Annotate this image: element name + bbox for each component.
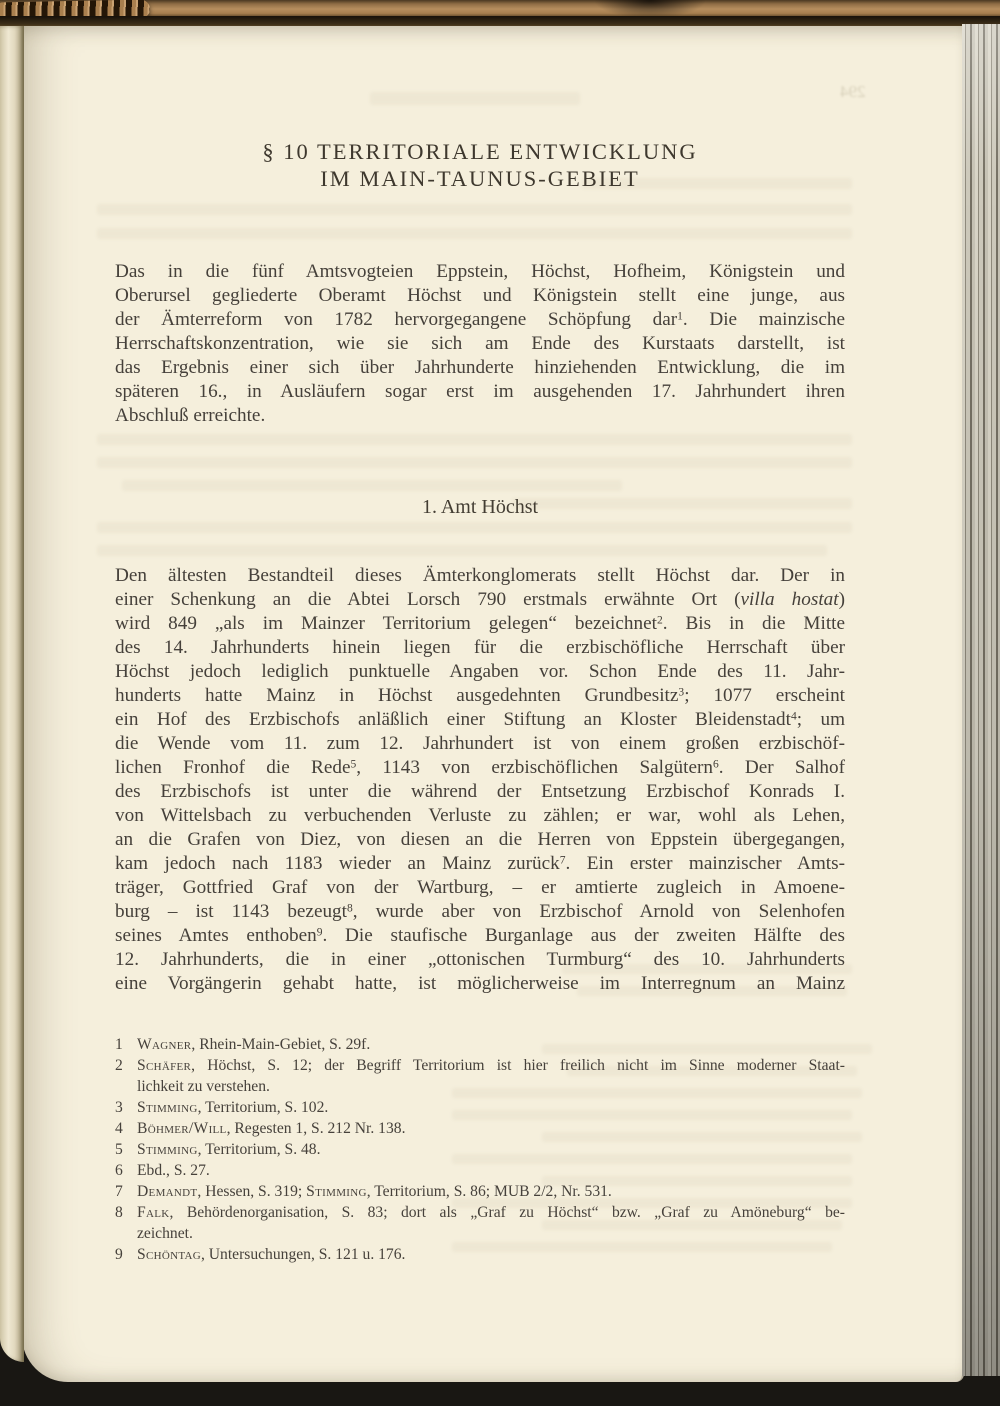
- text-line: Das in die fünf Amtsvogteien Eppstein, Höchst, Hofheim, Königstein und: [115, 261, 845, 282]
- footnotes: [115, 1034, 845, 1265]
- footnote-marker: 2: [656, 614, 663, 627]
- footnote-marker: 8: [346, 902, 353, 915]
- footnote-line: 4 Böhmer/Will, Regesten 1, S. 212 Nr. 138.: [115, 1120, 406, 1137]
- text-line: Höchst jedoch lediglich punktuelle Angaben vor. Schon Ende des 11. Jahr-: [115, 661, 845, 682]
- footnote-marker: 3: [678, 686, 685, 699]
- bleed-through-artifact: [97, 457, 852, 468]
- bleed-through-artifact: [122, 480, 622, 491]
- footnote-marker: 9: [316, 926, 323, 939]
- footnote-line: 3 Stimming, Territorium, S. 102.: [115, 1099, 329, 1116]
- text-line: Den ältesten Bestandteil dieses Ämterkonglomerats stellt Höchst dar. Der in: [115, 565, 845, 586]
- footnote-marker: 4: [790, 710, 797, 723]
- footnote-number: 1: [115, 1036, 123, 1053]
- text-line: hunderts hatte Mainz in Höchst ausgedehnten Grundbesitz$^3$; 1077 erscheint: [115, 685, 845, 706]
- footnote-line: lichkeit zu verstehen.: [137, 1078, 270, 1095]
- footnote-line: 5 Stimming, Territorium, S. 48.: [115, 1141, 321, 1158]
- footnote-number: 6: [115, 1162, 123, 1179]
- footnote-number: 2: [115, 1057, 123, 1074]
- footnote-number: 5: [115, 1141, 123, 1158]
- text-line: lichen Fronhof die Rede$^5$, 1143 von erzbischöflichen Salgütern$^6$. Der Salhof: [115, 757, 845, 778]
- text-line: späteren 16., in Ausläufern sogar erst im ausgehenden 17. Jahrhundert ihren: [115, 381, 845, 402]
- bleed-through-artifact: [97, 204, 852, 215]
- fore-edge-right: [962, 24, 1000, 1376]
- footnote-marker: 1: [677, 310, 683, 323]
- footnote-line: 7 Demandt, Hessen, S. 319; Stimming, Territorium, S. 86; MUB 2/2, Nr. 531.: [115, 1183, 612, 1200]
- text-line: einer Schenkung an die Abtei Lorsch 790 erstmals erwähnte Ort (villa hostat): [115, 589, 845, 610]
- footnote-number: 3: [115, 1099, 123, 1116]
- page-title-line-2: IM MAIN-TAUNUS-GEBIET: [320, 166, 640, 191]
- footnote-line: 9 Schöntag, Untersuchungen, S. 121 u. 176.: [115, 1246, 406, 1263]
- footnote-marker: 6: [712, 758, 719, 771]
- text-line: die Wende vom 11. zum 12. Jahrhundert ist von einem großen erzbischöf-: [115, 733, 845, 754]
- text-line: ein Hof des Erzbischofs anläßlich einer Stiftung an Kloster Bleidenstadt$^4$; um: [115, 709, 845, 730]
- footnote-line: 1 Wagner, Rhein-Main-Gebiet, S. 29f.: [115, 1036, 371, 1053]
- text-line: des 14. Jahrhunderts hinein liegen für die erzbischöfliche Herrschaft über: [115, 637, 845, 658]
- book-page: [22, 26, 964, 1382]
- text-line: träger, Gottfried Graf von der Wartburg, – er amtierte zugleich in Amoene-: [115, 877, 845, 898]
- footnote-number: 8: [115, 1204, 123, 1221]
- text-line: 12. Jahrhunderts, die in einer „ottonischen Turmburg“ des 10. Jahrhunderts: [115, 949, 845, 970]
- paragraph-intro: [115, 260, 845, 428]
- text-line: eine Vorgängerin gehabt hatte, ist möglicherweise im Interregnum an Mainz: [115, 973, 845, 994]
- footnote-number: 7: [115, 1183, 123, 1200]
- footnote-line: zeichnet.: [137, 1225, 193, 1242]
- text-line: burg – ist 1143 bezeugt$^8$, wurde aber von Erzbischof Arnold von Selenhofen: [115, 901, 845, 922]
- page-title-line-1: § 10 TERRITORIALE ENTWICKLUNG: [262, 139, 698, 164]
- text-line: das Ergebnis einer sich über Jahrhunderte hinziehenden Entwicklung, die im: [115, 357, 845, 378]
- bleed-through-artifact: [97, 434, 852, 445]
- section-heading: 1. Amt Höchst: [421, 496, 539, 518]
- bleed-through-artifact: [370, 92, 580, 105]
- text-line: wird 849 „als im Mainzer Territorium gelegen“ bezeichnet$^2$. Bis in die Mitte: [115, 613, 845, 634]
- footnote-line: 6 Ebd., S. 27.: [115, 1162, 210, 1179]
- footnote-line: 8 Falk, Behördenorganisation, S. 83; dort als „Graf zu Höchst“ bzw. „Graf zu Amöneburg“ be-: [115, 1204, 845, 1221]
- text-line: an die Grafen von Diez, von diesen an die Herren von Eppstein übergegangen,: [115, 829, 845, 850]
- bleed-through-artifact: [97, 545, 827, 556]
- footnote-number: 9: [115, 1246, 123, 1263]
- text-line: von Wittelsbach zu verbuchenden Verluste zu zählen; er war, wohl als Lehen,: [115, 805, 845, 826]
- text-line: Abschluß erreichte.: [115, 405, 266, 426]
- text-line: kam jedoch nach 1183 wieder an Mainz zurück$^7$. Ein erster mainzischer Amts-: [115, 853, 845, 874]
- text-line: des Erzbischofs ist unter die während der Entsetzung Erzbischof Konrads I.: [115, 781, 845, 802]
- footnote-marker: 5: [350, 758, 357, 771]
- bleed-through-artifact: [97, 228, 852, 239]
- page-stack-left: [0, 26, 24, 1362]
- footnote-number: 4: [115, 1120, 123, 1137]
- bleed-through-artifact: [97, 522, 852, 533]
- text-line: der Ämterreform von 1782 hervorgegangene Schöpfung dar$^1$. Die mainzische: [115, 309, 845, 330]
- footnote-marker: 7: [559, 854, 566, 867]
- footnote-line: 2 Schäfer, Höchst, S. 12; der Begriff Territorium ist hier freilich nicht im Sinne moderner Staat-: [115, 1057, 845, 1074]
- text-line: Oberursel gegliederte Oberamt Höchst und Königstein stellt eine junge, aus: [115, 285, 845, 306]
- text-line: Herrschaftskonzentration, wie sie sich am Ende des Kurstaats darstellt, ist: [115, 333, 845, 354]
- paragraph-amt-hoechst: [115, 564, 845, 996]
- text-line: seines Amtes enthoben$^9$. Die staufische Burganlage aus der zweiten Hälfte des: [115, 925, 846, 946]
- ghost-page-number: 294: [840, 82, 866, 101]
- page-title: [115, 138, 845, 192]
